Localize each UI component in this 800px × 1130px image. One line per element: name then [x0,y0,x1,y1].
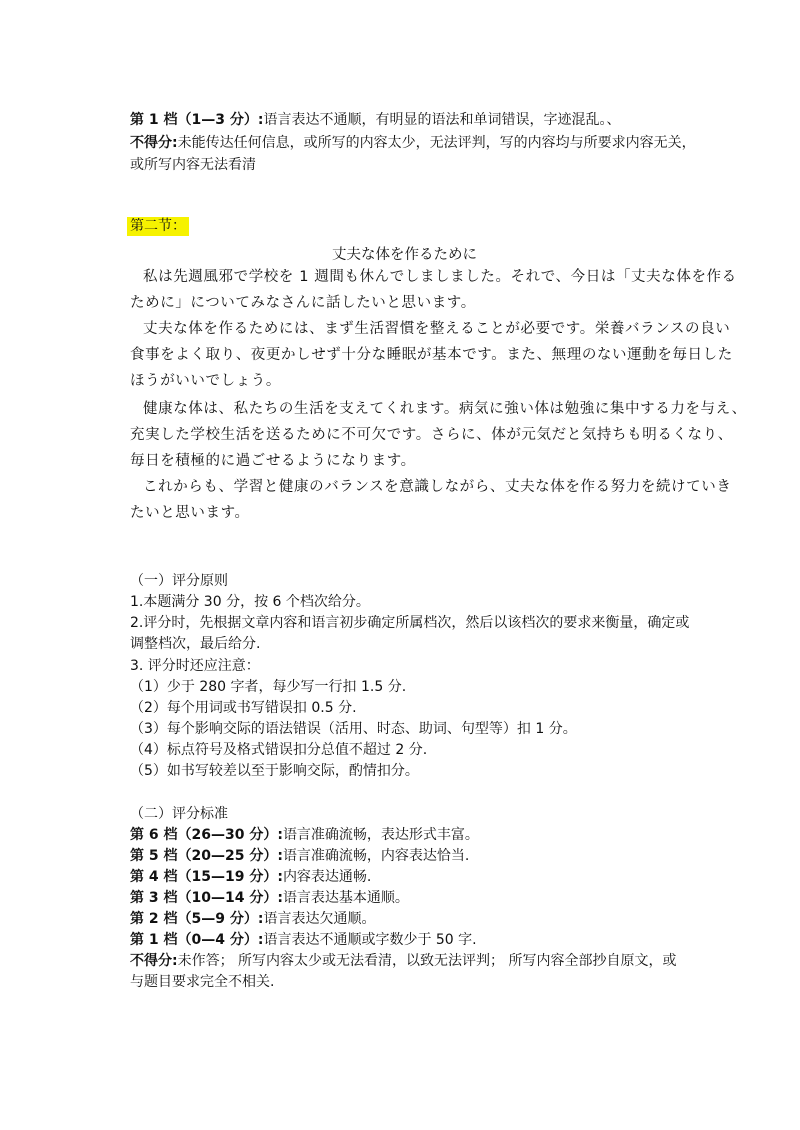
standards-no-score-text: 未作答； 所写内容太少或无法看清，以致无法评判； 所写内容全部抄自原文，或 [177,953,677,969]
grade-text: 语言表达欠通顺。 [263,911,376,927]
grade-text: 语言准确流畅，表达形式丰富。 [282,827,479,843]
principle-item: （3）每个影响交际的语法错误（活用、时态、助词、句型等）扣 1 分。 [130,721,577,737]
essay-line: ほうがいいでしょう。 [130,373,281,389]
principle-item: （2）每个用词或书写错误扣 0.5 分. [130,700,357,716]
essay-line: 健康な体は、私たちの生活を支えてくれます。病気に強い体は勉強に集中する力を与え、 [143,401,747,417]
grade-1-line [130,110,620,130]
principles-heading: （一）评分原则 [130,573,228,589]
grade-label: 第 3 档（10—14 分）: [130,890,283,906]
essay-line: ために」についてみなさんに話したいと思います。 [130,295,476,311]
essay-line: 食事をよく取り、夜更かしせず十分な睡眠が基本です。また、無理のない運動を毎日した [130,347,733,363]
grade-text: 语言表达基本通顺。 [282,890,409,906]
essay-title: 丈夫な体を作るために [332,247,477,263]
essay-line: これからも、学習と健康のバランスを意識しながら、丈夫な体を作る努力を続けていき [143,479,732,495]
grade-label: 第 1 档（0—4 分）: [130,932,264,948]
grade-line [130,930,477,950]
no-score-line [130,133,696,153]
standards-no-score-line [130,951,677,971]
grade-line [130,825,479,845]
no-score-cont: 或所写内容无法看清 [130,157,256,173]
principle-item: （5）如书写较差以至于影响交际，酌情扣分。 [130,763,419,779]
grade-label: 第 2 档（5—9 分）: [130,911,264,927]
principle-item: 3. 评分时还应注意： [130,658,260,674]
grade-text: 语言表达不通顺或字数少于 50 字. [263,932,477,948]
standards-heading: （二）评分标准 [130,806,228,822]
section-heading [127,215,189,235]
principle-item: （4）标点符号及格式错误扣分总值不超过 2 分. [130,742,428,758]
grade-label: 第 4 档（15—19 分）: [130,869,283,885]
grade-text: 语言准确流畅，内容表达恰当. [282,848,470,864]
principle-item: 1.本题满分 30 分，按 6 个档次给分。 [130,594,370,610]
grade-line [130,888,409,908]
grade-line [130,846,469,866]
grade-1-label: 第 1 档（1—3 分）: [130,112,264,128]
essay-line: 充実した学校生活を送るために不可欠です。さらに、体が元気だと気持ちも明るくなり、 [130,427,733,443]
principle-item: （1）少于 280 字者，每少写一行扣 1.5 分. [130,679,407,695]
essay-line: 私は先週風邪で学校を 1 週間も休んでしましました。それで、今日は「丈夫な体を作る [143,269,737,285]
essay-line: たいと思います。 [130,505,250,521]
essay-line: 毎日を積極的に過ごせるようになります。 [130,453,416,469]
standards-no-score-cont: 与题目要求完全不相关. [130,974,275,990]
grade-line [130,867,371,887]
grade-text: 内容表达通畅. [282,869,372,885]
grade-line [130,909,375,929]
principle-item: 调整档次，最后给分. [130,636,261,652]
grade-1-text: 语言表达不通顺，有明显的语法和单词错误，字迹混乱。、 [263,112,621,128]
no-score-text: 未能传达任何信息，或所写的内容太少，无法评判，写的内容均与所要求内容无关， [177,135,696,151]
grade-label: 第 5 档（20—25 分）: [130,848,283,864]
standards-no-score-label: 不得分: [130,953,178,969]
grade-label: 第 6 档（26—30 分）: [130,827,283,843]
no-score-label: 不得分: [130,135,178,151]
essay-line: 丈夫な体を作るためには、まず生活習慣を整えることが必要です。栄養バランスの良い [143,321,731,337]
principle-item: 2.评分时，先根据文章内容和语言初步确定所属档次，然后以该档次的要求来衡量，确定或 [130,615,690,631]
section-heading-label: 第二节： [127,217,189,236]
